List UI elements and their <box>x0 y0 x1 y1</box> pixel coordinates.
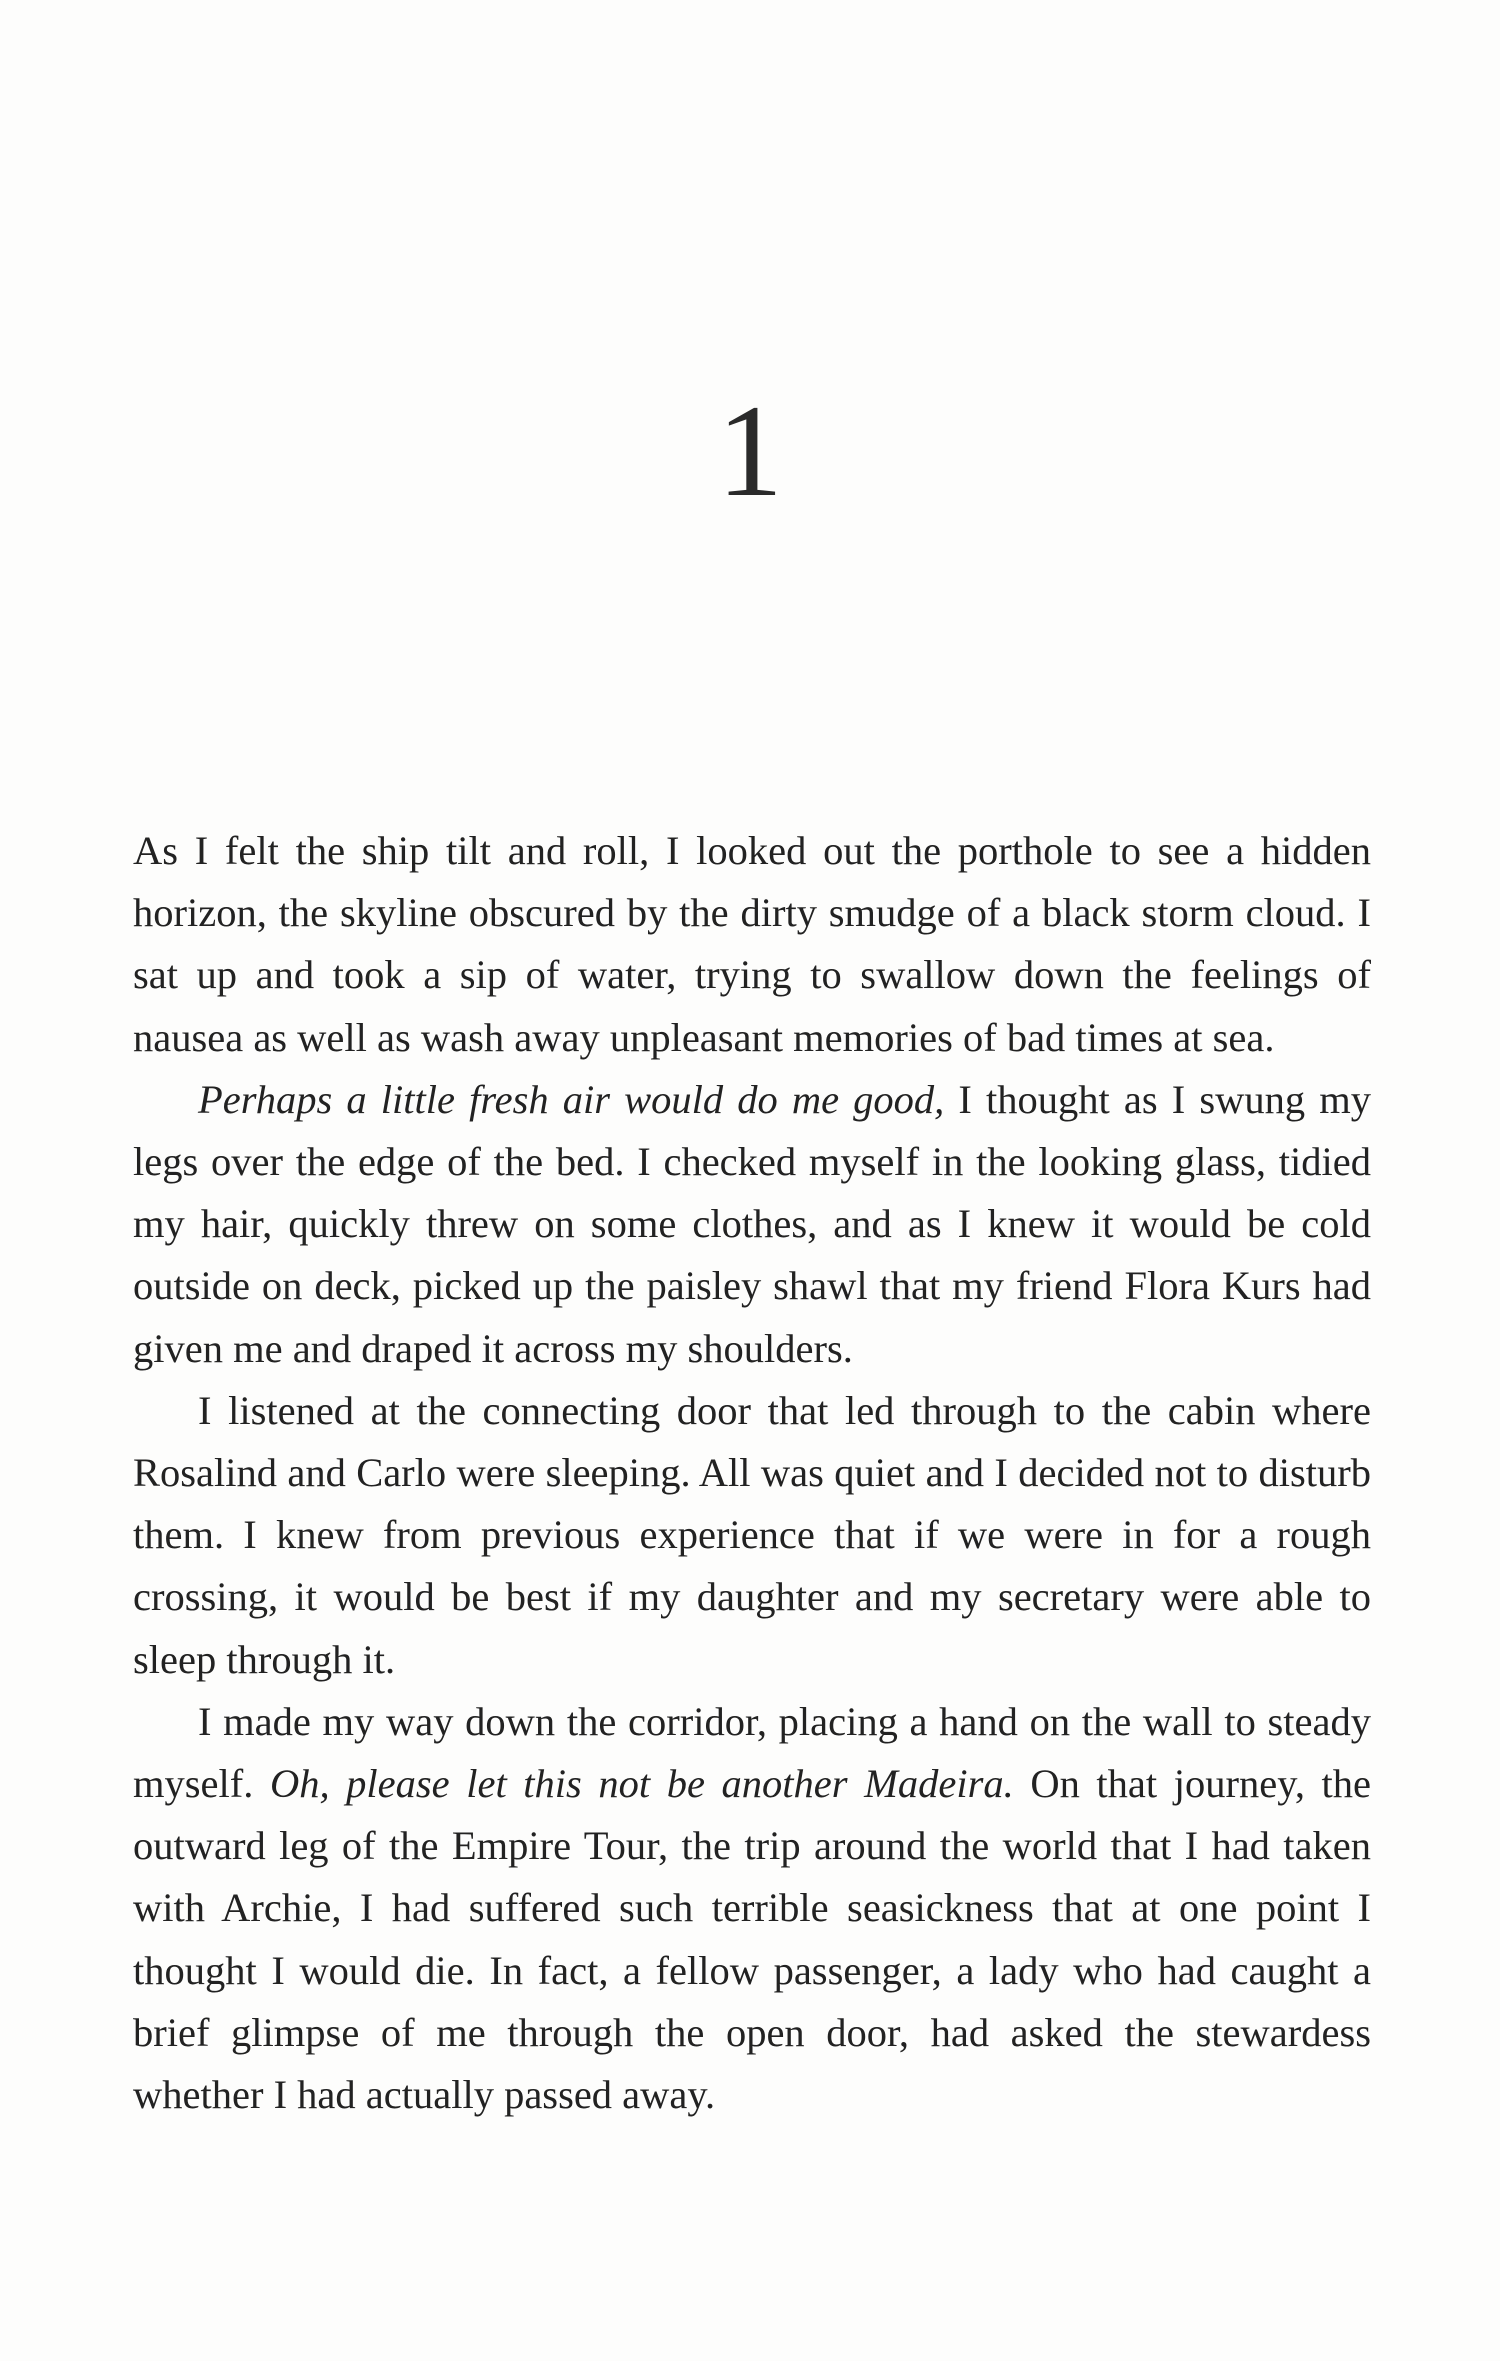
paragraph-4-text-start: I made my way down the corridor, placing a hand on the wall to steady myself. <box>133 1698 1371 1807</box>
paragraph-3-text: I listened at the connecting door that led through to the cabin where Rosalind and Carlo were sleeping. All was quiet and I decided not to disturb them. I knew from previous experience that if we were in for a rough crossing, it would be best if my daughter and my secretary were able to sleep through it. <box>133 1387 1371 1682</box>
paragraph-2 <box>133 1069 1371 1380</box>
paragraph-1-text: As I felt the ship tilt and roll, I looked out the porthole to see a hidden horizon, the skyline obscured by the dirty smudge of a black storm cloud. I sat up and took a sip of water, trying to swallow down the feelings of nausea as well as wash away unpleasant memories of bad times at sea. <box>133 828 1371 1060</box>
paragraph-4 <box>133 1691 1371 2126</box>
chapter-number: 1 <box>717 377 783 524</box>
paragraph-2-italic-text: Perhaps a little fresh air would do me good, <box>198 1076 945 1122</box>
paragraph-2-text: I thought as I swung my legs over the edge of the bed. I checked myself in the looking glass, tidied my hair, quickly threw on some clothes, and as I knew it would be cold outside on deck, picked up the paisley shawl that my friend Flora Kurs had given me and draped it across my shoulders. <box>133 1076 1371 1371</box>
paragraph-4-text-end: On that journey, the outward leg of the Empire Tour, the trip around the world that I had taken with Archie, I had suffered such terrible seasickness that at one point I thought I would die. In fact, a fellow passenger, a lady who had caught a brief glimpse of me through the open door, had asked the stewardess whether I had actually passed away. <box>133 1761 1372 2118</box>
paragraph-3 <box>133 1380 1371 1691</box>
paragraph-1 <box>133 820 1371 1069</box>
chapter-body <box>133 820 1371 2126</box>
paragraph-4-italic-text: Oh, please let this not be another Madeira. <box>269 1761 1014 1807</box>
